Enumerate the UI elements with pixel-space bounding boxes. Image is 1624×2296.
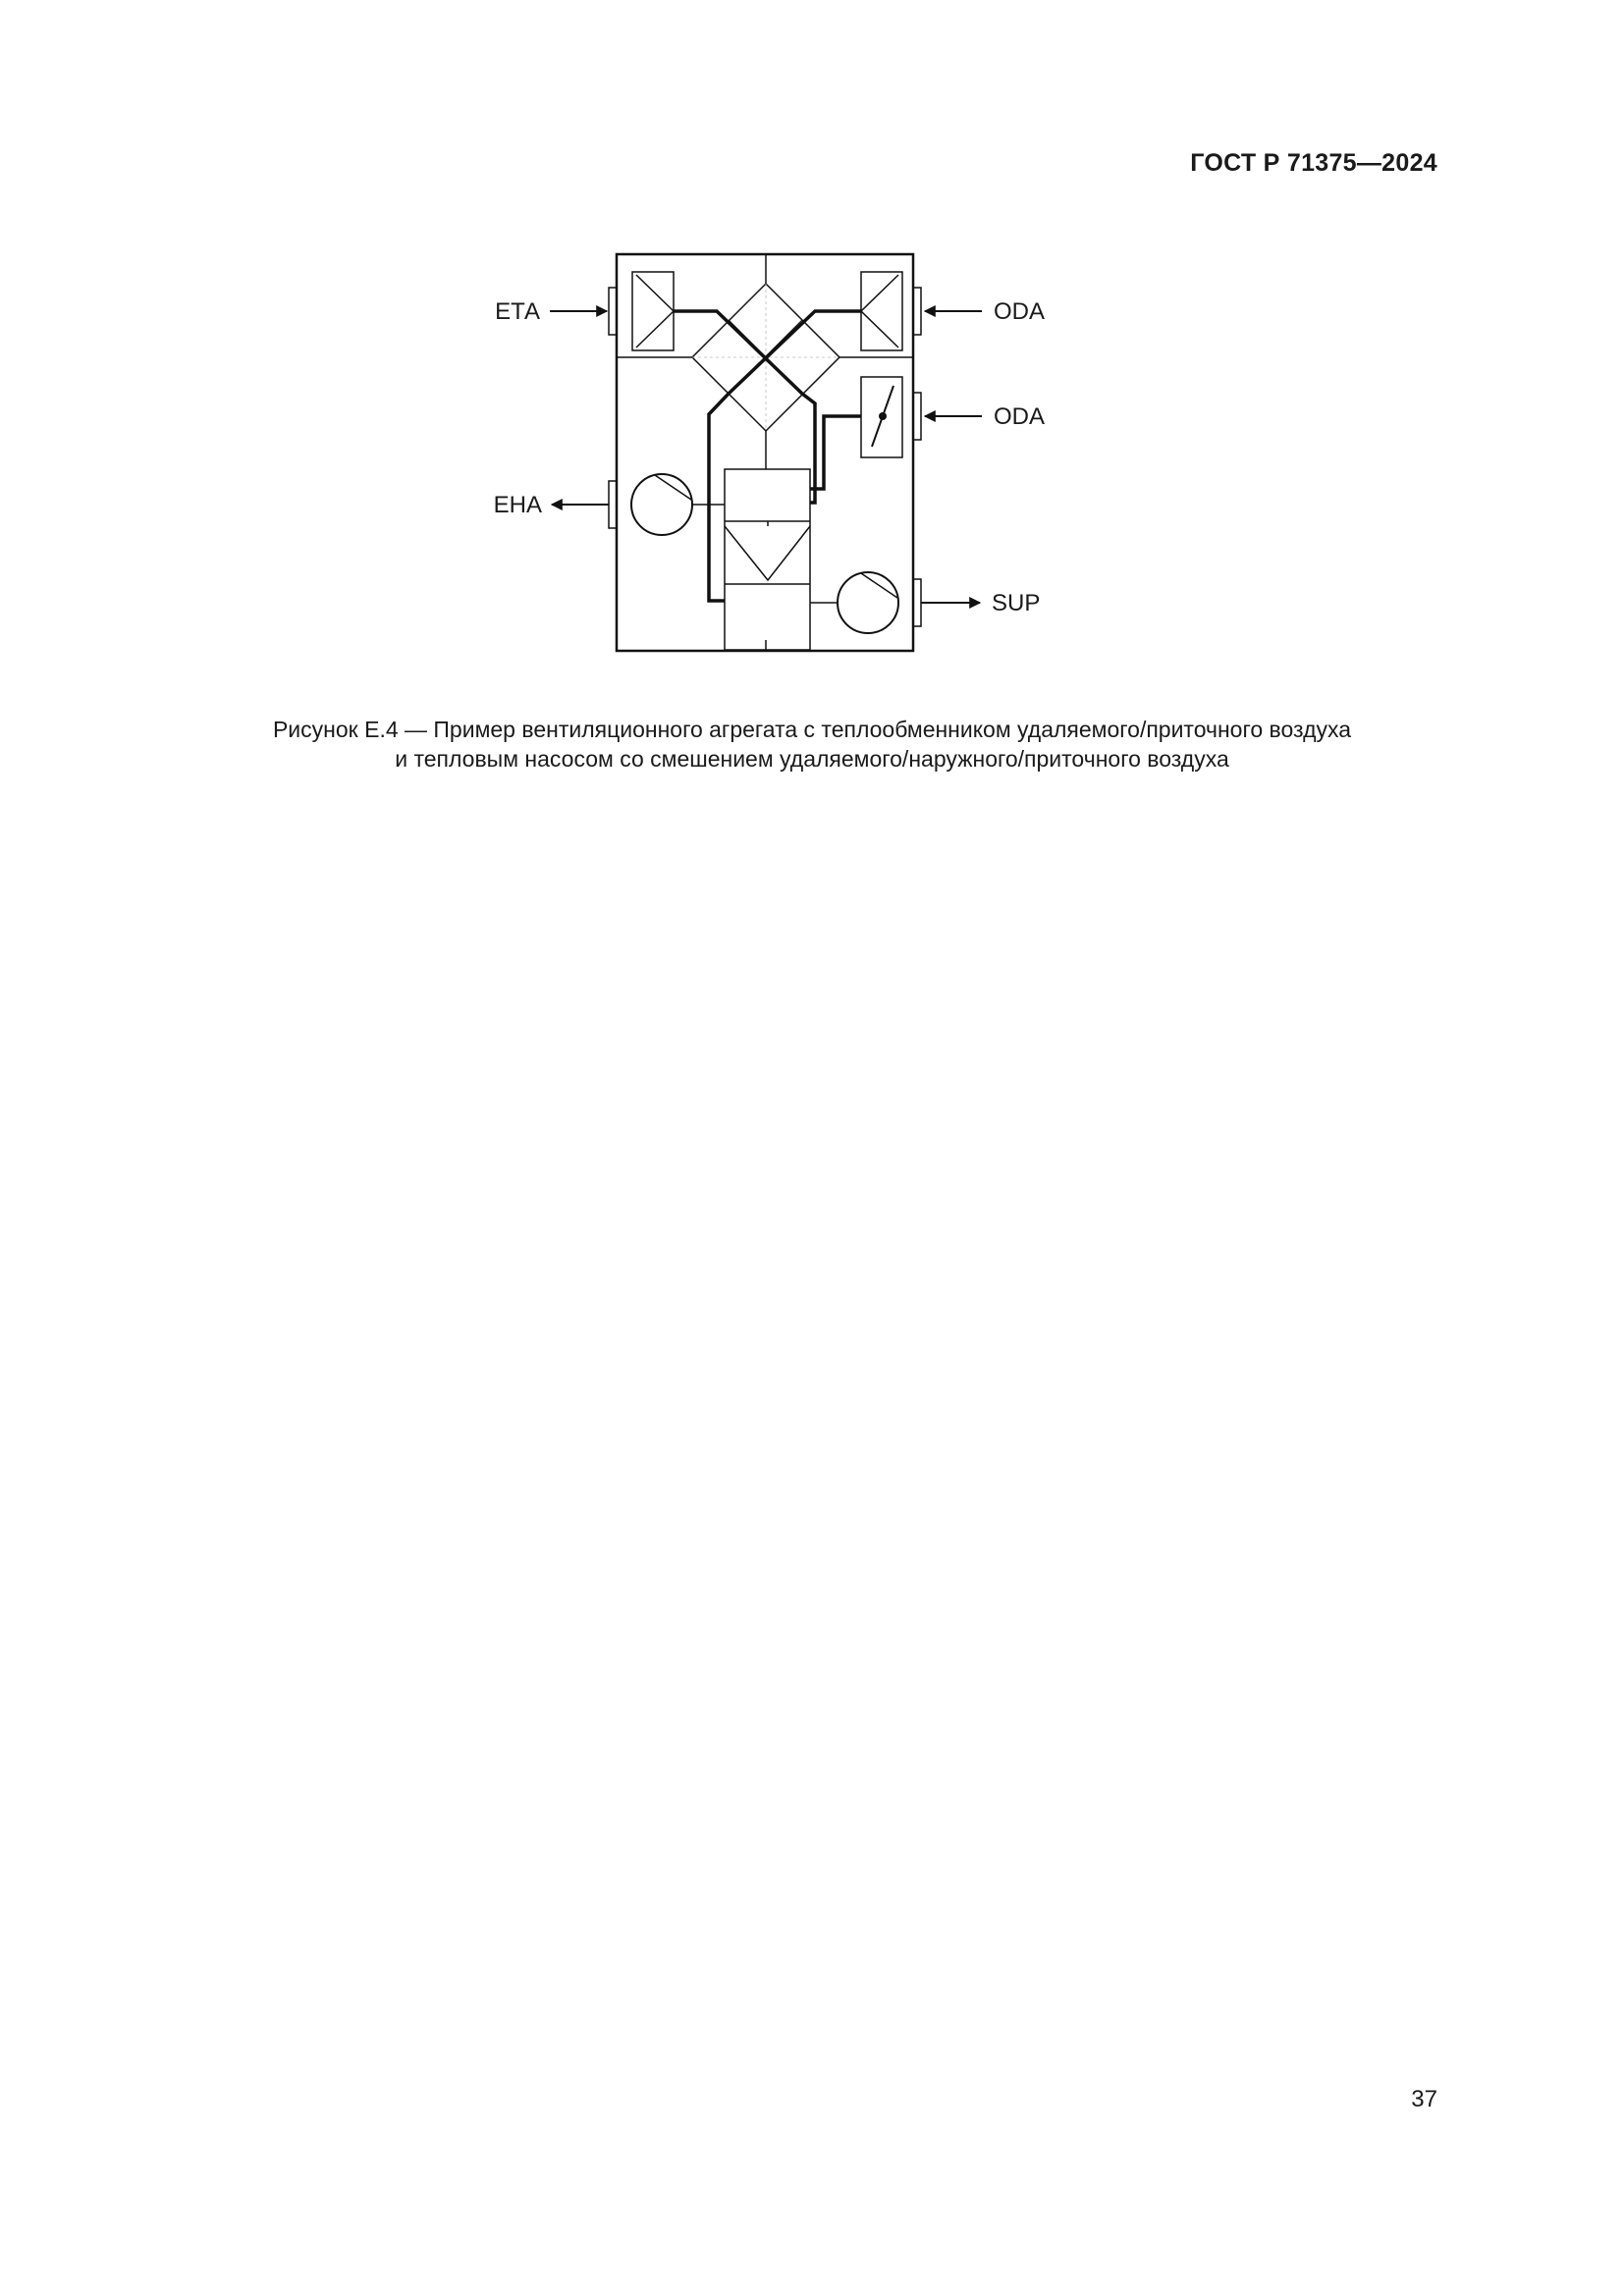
label-eha: ЕНА <box>493 492 542 518</box>
unit-housing <box>617 254 913 651</box>
standard-header: ГОСТ Р 71375—2024 <box>1190 149 1437 177</box>
air-paths <box>674 311 861 601</box>
supply-fan <box>838 572 898 633</box>
caption-line-1: Рисунок Е.4 — Пример вентиляционного агрегата с теплообменником удаляемого/приточного воздуха <box>272 717 1352 742</box>
label-sup: SUP <box>992 590 1041 616</box>
page-number: 37 <box>1411 2086 1437 2112</box>
label-oda-top: ODA <box>994 298 1046 325</box>
exhaust-fan <box>631 474 692 535</box>
mixing-damper <box>861 377 902 457</box>
ventilation-unit-diagram <box>0 0 1624 687</box>
heat-pump-unit <box>725 469 810 650</box>
figure-caption <box>118 715 1506 774</box>
label-oda-mid: ODA <box>994 403 1046 430</box>
oda-filter <box>861 272 902 350</box>
caption-line-2: и тепловым насосом со смешением удаляемого/наружного/приточного воздуха <box>395 746 1229 772</box>
label-eta: ЕТА <box>495 298 540 325</box>
eta-filter <box>632 272 674 350</box>
